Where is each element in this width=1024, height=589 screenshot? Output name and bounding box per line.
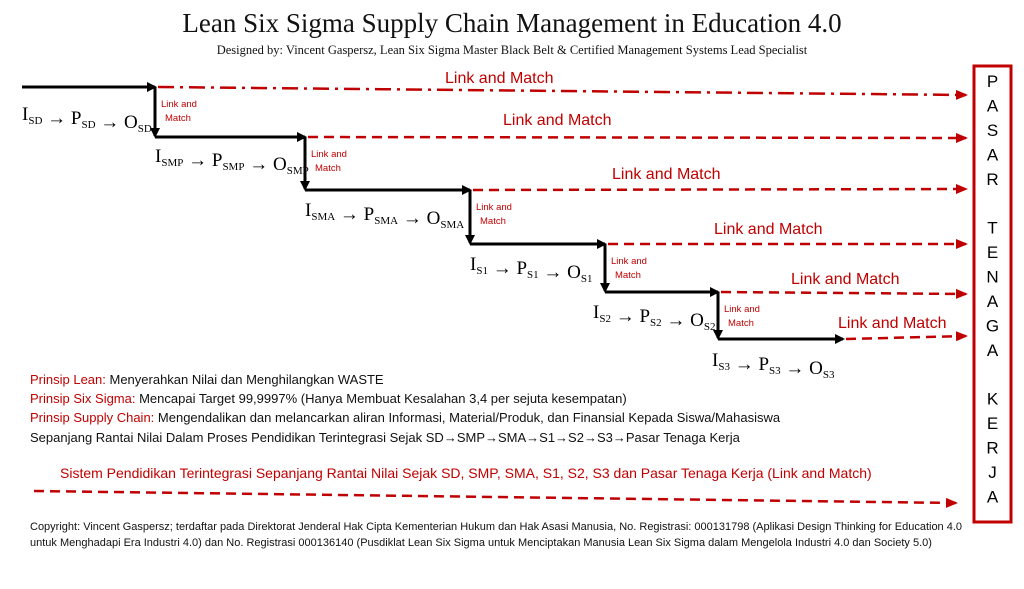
flow-label-s2: $I_{S2} \to P_{S2} \to O_{S2}$ [593,302,716,333]
link-and-match-line [473,189,966,190]
page-title: Lean Six Sigma Supply Chain Management in Education 4.0 [182,8,842,38]
copyright-notice: Copyright: Vincent Gaspersz; terdaftar pada Direktorat Jenderal Hak Cipta Kementerian Hukum dan Hak Asasi Manusia, No. Registrasi: 000131798 (Aplikasi Design Thinking for Education 4.0 untuk Menghadapi Era Industri 4.0) dan No. Registrasi 000136140 (Pusdiklat Lean Six Sigma untuk Menciptakan Manusia Lean Six Sigma dalam Mengelola Industri 4.0 dan Society 5.0) [30,521,963,549]
market-letter: J [988,463,997,482]
market-letter: A [986,96,999,116]
principle-six-sigma-label: Prinsip Six Sigma: [30,391,136,406]
market-letter: R [986,438,999,458]
small-link-label: Link and Match [724,304,760,329]
flow-label-s1: $I_{S1} \to P_{S1} \to O_{S1}$ [470,254,593,285]
market-letter: T [987,218,998,238]
market-letter: N [986,267,999,287]
flow-label-s3: $I_{S3} \to P_{S3} \to O_{S3}$ [712,350,835,381]
principle-lean-text: Menyerahkan Nilai dan Menghilangkan WASTE [105,372,384,387]
market-letter: A [986,292,999,311]
principle-lean [30,372,384,387]
link-and-match-line [308,137,966,138]
principle-supply-chain-text: Mengendalikan dan melancarkan aliran Informasi, Material/Produk, dan Finansial Kepada Siswa/Mahasiswa [154,410,781,425]
small-link-label: Link and Match [611,256,647,281]
system-arrow-line [34,491,956,503]
market-letter: E [986,414,999,433]
link-and-match-label: Link and Match [445,70,554,87]
market-letter: A [986,487,999,507]
principle-supply-chain [30,410,780,425]
market-letter: A [986,145,999,165]
flow-label-sd: $I_{SD} \to P_{SD} \to O_{SD}$ [22,104,152,135]
principle-continued-text: Sepanjang Rantai Nilai Dalam Proses Pendidikan Terintegrasi Sejak SD→SMP→SMA→S1→S2→S3→Pasar Tenaga Kerja [30,430,740,445]
principle-six-sigma-text: Mencapai Target 99,9997% (Hanya Membuat Kesalahan 3,4 per sejuta kesempatan) [135,391,627,406]
market-letter: E [986,243,999,262]
link-and-match-line [846,336,966,339]
link-and-match-line [721,292,966,294]
principle-supply-chain-continued [30,430,740,445]
link-and-match-label: Link and Match [791,271,900,288]
link-and-match-label: Link and Match [503,112,612,129]
small-link-label: Link and Match [311,149,347,174]
principle-supply-chain-label: Prinsip Supply Chain: [30,410,155,425]
market-letter: R [986,170,999,189]
market-letter: P [986,72,999,91]
market-letter: A [986,341,999,360]
system-integration-text: Sistem Pendidikan Terintegrasi Sepanjang Rantai Nilai Sejak SD, SMP, SMA, S1, S2, S3 dan Pasar Tenaga Kerja (Link and Match) [60,465,872,481]
flow-label-smp: $I_{SMP} \to P_{SMP} \to O_{SMP}$ [155,146,309,177]
link-and-match-label: Link and Match [612,166,721,183]
link-and-match-label: Link and Match [838,315,947,332]
market-letter: K [986,389,999,409]
link-and-match-label: Link and Match [714,221,823,238]
market-letter: S [986,121,999,140]
principle-six-sigma [30,391,627,406]
small-link-label: Link and Match [476,202,512,227]
page-subtitle: Designed by: Vincent Gaspersz, Lean Six Sigma Master Black Belt & Certified Management Systems Lead Specialist [216,43,808,57]
market-letter: G [985,316,1000,336]
small-link-label: Link and Match [161,99,197,124]
flow-label-sma: $I_{SMA} \to P_{SMA} \to O_{SMA}$ [305,200,465,231]
link-and-match-line [158,87,966,95]
principle-lean-label: Prinsip Lean: [30,372,106,387]
